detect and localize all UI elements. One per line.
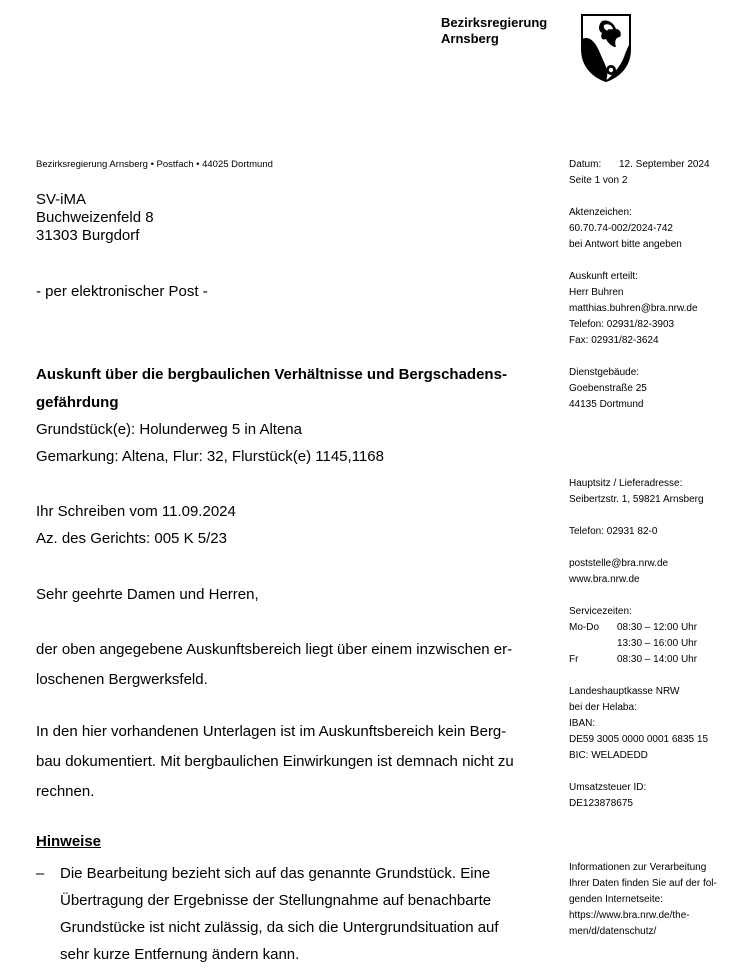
letter-subject bbox=[36, 361, 556, 417]
vat-value: DE123878675 bbox=[569, 798, 633, 809]
hinweis-line: Übertragung der Ergebnisse der Stellungnahme auf benachbarte bbox=[60, 892, 492, 909]
body-paragraph-1 bbox=[36, 635, 556, 695]
hinweis-line: Grundstücke ist nicht zulässig, da sich die Untergrundsituation auf bbox=[60, 919, 499, 936]
bank-name: Landeshauptkasse NRW bbox=[569, 686, 680, 697]
privacy-link: https://www.bra.nrw.de/the- bbox=[569, 910, 690, 921]
file-number-value: 60.70.74-002/2024-742 bbox=[569, 223, 673, 234]
poststelle-email: poststelle@bra.nrw.de bbox=[569, 558, 669, 569]
recipient-street: Buchweizenfeld 8 bbox=[36, 209, 154, 226]
date-label: Datum: bbox=[569, 159, 602, 170]
authority-name bbox=[441, 15, 547, 47]
property-grundstueck: Grundstück(e): Holunderweg 5 in Altena bbox=[36, 421, 302, 438]
contact-email: matthias.buhren@bra.nrw.de bbox=[569, 303, 698, 314]
sidebar-service-hours bbox=[569, 604, 697, 668]
salutation: Sehr geehrte Damen und Herren, bbox=[36, 586, 259, 603]
body-paragraph-2-line: rechnen. bbox=[36, 783, 95, 800]
body-paragraph-2-line: bau dokumentiert. Mit bergbaulichen Einwirkungen ist demnach nicht zu bbox=[36, 753, 514, 770]
privacy-line: Ihrer Daten finden Sie auf der fol- bbox=[569, 878, 717, 889]
sidebar-headquarters bbox=[569, 476, 704, 508]
bank-sub: bei der Helaba: bbox=[569, 702, 637, 713]
reference-letter-date: Ihr Schreiben vom 11.09.2024 bbox=[36, 503, 236, 520]
reference-info bbox=[36, 498, 236, 552]
authority-name-line2: Arnsberg bbox=[441, 31, 499, 46]
contact-name: Herr Buhren bbox=[569, 287, 624, 298]
headquarters-label: Hauptsitz / Lieferadresse: bbox=[569, 478, 683, 489]
body-paragraph-1-line: der oben angegebene Auskunftsbereich liegt über einem inzwischen er- bbox=[36, 641, 513, 658]
privacy-link-cont: men/d/datenschutz/ bbox=[569, 926, 657, 937]
property-info bbox=[36, 416, 384, 470]
office-street: Goebenstraße 25 bbox=[569, 383, 647, 394]
recipient-address bbox=[36, 191, 154, 245]
authority-name-line1: Bezirksregierung bbox=[441, 15, 548, 30]
hinweis-line: sehr kurze Entfernung ändern kann. bbox=[60, 946, 300, 963]
list-dash: – bbox=[36, 865, 45, 882]
service-day: Mo-Do bbox=[569, 622, 600, 633]
property-gemarkung: Gemarkung: Altena, Flur: 32, Flurstück(e) 1145,1168 bbox=[36, 448, 384, 465]
hinweis-list-item bbox=[36, 860, 556, 968]
file-number-label: Aktenzeichen: bbox=[569, 207, 632, 218]
coat-of-arms-icon bbox=[580, 13, 632, 83]
contact-phone: Telefon: 02931/82-3903 bbox=[569, 319, 675, 330]
sidebar-office-building bbox=[569, 365, 647, 413]
section-heading-hinweise: Hinweise bbox=[36, 833, 102, 850]
service-day-empty bbox=[569, 636, 617, 652]
sidebar-contact bbox=[569, 269, 698, 349]
sidebar-privacy-info bbox=[569, 860, 717, 940]
service-time: 08:30 – 12:00 Uhr bbox=[617, 622, 698, 633]
contact-label: Auskunft erteilt: bbox=[569, 271, 638, 282]
sidebar-phone: Telefon: 02931 82-0 bbox=[569, 526, 658, 537]
subject-line2: gefährdung bbox=[36, 394, 119, 411]
file-number-note: bei Antwort bitte angeben bbox=[569, 239, 682, 250]
body-paragraph-2 bbox=[36, 717, 556, 807]
service-time: 08:30 – 14:00 Uhr bbox=[617, 654, 698, 665]
body-paragraph-1-line: loschenen Bergwerksfeld. bbox=[36, 671, 208, 688]
privacy-line: genden Internetseite: bbox=[569, 894, 663, 905]
sidebar-date-block bbox=[569, 157, 710, 189]
service-day: Fr bbox=[569, 654, 579, 665]
sidebar-bank bbox=[569, 684, 708, 764]
sidebar-vat bbox=[569, 780, 646, 812]
service-hours-label: Servicezeiten: bbox=[569, 606, 632, 617]
body-paragraph-2-line: In den hier vorhandenen Unterlagen ist im Auskunftsbereich kein Berg- bbox=[36, 723, 507, 740]
subject-line1: Auskunft über die bergbaulichen Verhältnisse und Bergschadens- bbox=[36, 366, 507, 383]
website-url: www.bra.nrw.de bbox=[569, 574, 640, 585]
vat-label: Umsatzsteuer ID: bbox=[569, 782, 647, 793]
contact-fax: Fax: 02931/82-3624 bbox=[569, 335, 659, 346]
office-city: 44135 Dortmund bbox=[569, 399, 644, 410]
bic-value: BIC: WELADEDD bbox=[569, 750, 648, 761]
headquarters-address: Seibertzstr. 1, 59821 Arnsberg bbox=[569, 494, 704, 505]
return-address: Bezirksregierung Arnsberg • Postfach • 44025 Dortmund bbox=[36, 159, 273, 170]
page-count: Seite 1 von 2 bbox=[569, 175, 628, 186]
date-value: 12. September 2024 bbox=[619, 159, 710, 170]
service-time: 13:30 – 16:00 Uhr bbox=[617, 638, 698, 649]
hinweis-line: Die Bearbeitung bezieht sich auf das genannte Grundstück. Eine bbox=[60, 865, 491, 882]
office-label: Dienstgebäude: bbox=[569, 367, 640, 378]
iban-label: IBAN: bbox=[569, 718, 596, 729]
iban-value: DE59 3005 0000 0001 6835 15 bbox=[569, 734, 709, 745]
sidebar-file-number bbox=[569, 205, 682, 253]
recipient-name: SV-iMA bbox=[36, 191, 87, 208]
reference-court-file: Az. des Gerichts: 005 K 5/23 bbox=[36, 530, 227, 547]
privacy-line: Informationen zur Verarbeitung bbox=[569, 862, 707, 873]
recipient-city: 31303 Burgdorf bbox=[36, 227, 140, 244]
sidebar-web bbox=[569, 556, 668, 588]
transmission-note: - per elektronischer Post - bbox=[36, 283, 208, 300]
